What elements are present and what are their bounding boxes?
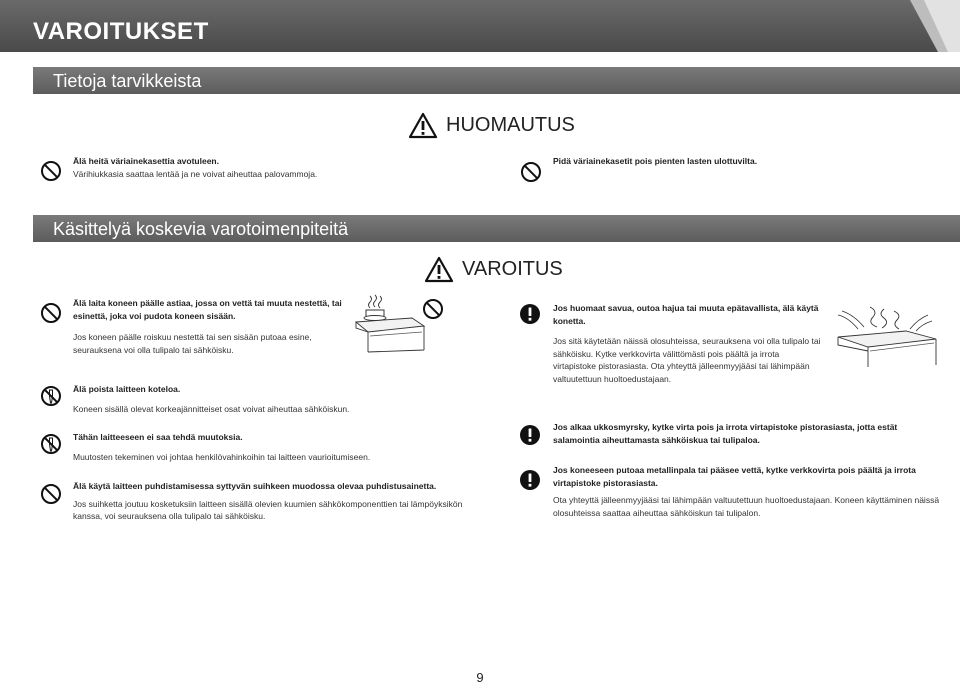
caution-heading [408,112,575,139]
warning-triangle-icon [408,112,438,139]
prohibition-icon [422,298,444,320]
prohibition-icon [520,161,542,183]
prohibition-icon [40,483,62,505]
mandatory-action-icon [519,469,541,491]
smoking-machine-illustration [832,305,942,367]
warning-item-liquids: Älä laita koneen päälle astiaa, jossa on vettä tai muuta nestettä, tai esinettä, joka voi pudota koneen sisään. Jos koneen päälle roiskuu nestettä tai sen sisään putoaa esine, seurauksena voi olla tulipalo tai sähköisku. [73,298,342,355]
caution-item-children: Pidä väriainekasetit pois pienten lasten ulottuvilta. [553,156,758,166]
page-title: VAROITUKSET [33,18,209,45]
prohibition-icon [40,302,62,324]
warning-heading [424,256,563,283]
warning-item-spray: Älä käytä laitteen puhdistamisessa syttyvän suihkeen muodossa olevaa puhdistusainetta. Jos suihketta joutuu kosketuksiin laitteen sisällä olevien kuumien sähkökomponenttien tai lämpöyksikön kanssa, voi seurauksena olla tulipalo tai sähköisku. [73,481,463,521]
mandatory-action-icon [519,424,541,446]
warning-label: VAROITUS [462,258,563,280]
warning-item-modifications: Tähän laitteeseen ei saa tehdä muutoksia. Muutosten tekeminen voi johtaa henkilövahinkoihin tai laitteen vaurioitumiseen. [73,432,371,462]
warning-item-metal-water: Jos koneeseen putoaa metallinpala tai pääsee vettä, kytke verkkovirta pois päältä ja irrota virtapistoke pistorasiasta. Ota yhteyttä jälleenmyyjääsi tai lähimpään valtuutettuun huoltoedustajaan. Koneen käyttäminen näissä olosuhteissa saattaa aiheuttaa sähköiskun tai tulipalon. [553,465,940,518]
section-bar-handling [33,215,960,242]
warning-item-smoke: Jos huomaat savua, outoa hajua tai muuta epätavallista, älä käytä konetta. Jos sitä käytetään näissä olosuhteissa, seurauksena voi olla tulipalo tai sähköisku. Kytke verkkovirta välittömästi pois päältä ja irrota virtapistoke pistorasiasta. Ota yhteyttä jälleenmyyjääsi tai lähimpään valtuutettuun huoltoedustajaan. [553,303,821,384]
no-disassembly-icon [40,433,62,455]
no-disassembly-icon [40,385,62,407]
prohibition-icon [40,160,62,182]
caution-item-fire: Älä heitä väriainekasettia avotuleen. Värihiukkasia saattaa lentää ja ne voivat aiheuttaa palovammoja. [73,156,318,179]
caution-label: HUOMAUTUS [446,114,575,136]
section-bar-supplies [33,67,960,94]
section-title: Tietoja tarvikkeista [53,71,202,91]
warning-triangle-icon [424,256,454,283]
machine-with-cup-illustration [352,292,426,354]
header-corner-decoration [890,0,960,52]
page-number: 9 [476,670,484,685]
section-title: Käsittelyä koskevia varotoimenpiteitä [53,219,349,239]
warning-item-cover: Älä poista laitteen koteloa. Koneen sisällä olevat korkeajännitteiset osat voivat aiheuttaa sähköiskun. [73,384,350,414]
mandatory-action-icon [519,303,541,325]
warning-item-thunderstorm: Jos alkaa ukkosmyrsky, kytke virta pois ja irrota virtapistoke pistorasiasta, jotta estät salamointia aiheuttamasta sähköiskua tai tulipaloa. [553,422,898,445]
